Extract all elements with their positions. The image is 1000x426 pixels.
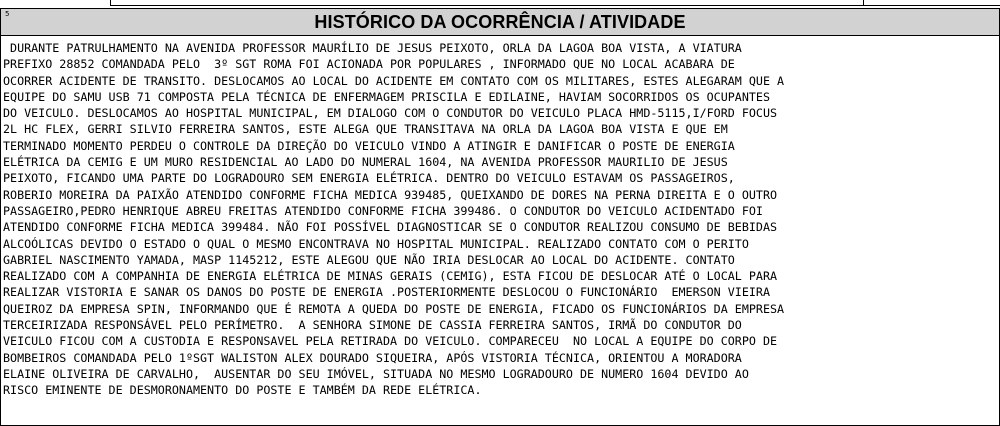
previous-section-edge — [0, 0, 1000, 8]
history-text-line: TERMINADO MOMENTO PERDEU O CONTROLE DA DIREÇÃO DO VEICULO VINDO A ATINGIR E DANIFICAR O POSTE DE ENERGIA — [3, 138, 735, 153]
history-text-line: EQUIPE DO SAMU USB 71 COMPOSTA PELA TÉCNICA DE ENFERMAGEM PRISCILA E EDILAINE, HAVIAM SOCORRIDOS OS OCUPANTES — [3, 89, 770, 104]
history-text-line: ELAINE OLIVEIRA DE CARVALHO, AUSENTAR DO SEU IMÓVEL, SITUADA NO MESMO LOGRADOURO DE NUMERO 1604 DEVIDO AO — [3, 366, 749, 381]
previous-field-border — [110, 0, 864, 6]
history-text-line: TERCEIRIZADA RESPONSÁVEL PELO PERÍMETRO. A SENHORA SIMONE DE CASSIA FERREIRA SANTOS, IRMÃ DO CONDUTOR DO — [3, 318, 742, 333]
history-text-line: DURANTE PATRULHAMENTO NA AVENIDA PROFESSOR MAURÍLIO DE JESUS PEIXOTO, ORLA DA LAGOA BOA VISTA, A VIATURA — [3, 41, 742, 55]
history-text-line: DO VEICULO. DESLOCAMOS AO HOSPITAL MUNICIPAL, EM DIALOGO COM O CONDUTOR DO VEICULO PLACA HMD-5115,I/FORD FOCUS — [3, 106, 778, 121]
history-text-line: ROBERIO MOREIRA DA PAIXÃO ATENDIDO CONFORME FICHA MEDICA 939485, QUEIXANDO DE DORES NA PERNA DIREITA E O OUTRO — [3, 187, 778, 202]
history-text-line: RISCO EMINENTE DE DESMORONAMENTO DO POSTE E TAMBÉM DA REDE ELÉTRICA. — [3, 383, 482, 398]
section-header — [1, 9, 999, 36]
history-text-line: PREFIXO 28852 COMANDADA PELO 3º SGT ROMA FOI ACIONADA POR POPULARES , INFORMADO QUE NO LOCAL ACABARA DE — [3, 57, 735, 72]
history-text-line: REALIZADO COM A COMPANHIA DE ENERGIA ELÉTRICA DE MINAS GERAIS (CEMIG), ESTA FICOU DE DESLOCAR ATÉ O LOCAL PARA — [3, 269, 778, 284]
history-text-line: OCORRER ACIDENTE DE TRANSITO. DESLOCAMOS AO LOCAL DO ACIDENTE EM CONTATO COM OS MILITARES, ESTES ALEGARAM QUE A — [3, 73, 785, 88]
history-text-line: QUEIROZ DA EMPRESA SPIN, INFORMANDO QUE É REMOTA A QUEDA DO POSTE DE ENERGIA, FICADO OS FUNCIONÁRIOS DA EMPRESA — [3, 301, 785, 316]
history-text-line: GABRIEL NASCIMENTO YAMADA, MASP 1145212, ESTE ALEGOU QUE NÃO IRIA DESLOCAR AO LOCAL DO ACIDENTE. CONTATO — [3, 252, 735, 267]
history-text-line: PASSAGEIRO,PEDRO HENRIQUE ABREU FREITAS ATENDIDO CONFORME FICHA 399486. O CONDUTOR DO VEICULO ACIDENTADO FOI — [3, 203, 763, 218]
history-text-line: ALCOÓLICAS DEVIDO O ESTADO O QUAL O MESMO ENCONTRAVA NO HOSPITAL MUNICIPAL. REALIZADO CONTATO COM O PERITO — [3, 236, 749, 251]
history-text-line: ELÉTRICA DA CEMIG E UM MURO RESIDENCIAL AO LADO DO NUMERAL 1604, NA AVENIDA PROFESSOR MAURILIO DE JESUS — [3, 155, 728, 170]
previous-field-border-right — [862, 0, 1000, 6]
history-text-line: ATENDIDO CONFORME FICHA MEDICA 399484. NÃO FOI POSSÍVEL DIAGNOSTICAR SE O CONDUTOR REALIZOU CONSUMO DE BEBIDAS — [3, 220, 778, 235]
section-index: 5 — [5, 10, 10, 18]
occurrence-history-section — [0, 8, 1000, 426]
section-title: HISTÓRICO DA OCORRÊNCIA / ATIVIDADE — [314, 12, 686, 32]
history-text-line: VEICULO FICOU COM A CUSTODIA E RESPONSAVEL PELA RETIRADA DO VEICULO. COMPARECEU NO LOCAL A EQUIPE DO CORPO DE — [3, 334, 778, 349]
history-text-line: 2L HC FLEX, GERRI SILVIO FERREIRA SANTOS, ESTE ALEGA QUE TRANSITAVA NA ORLA DA LAGOA BOA VISTA E QUE EM — [3, 122, 728, 137]
history-text — [1, 36, 999, 399]
history-text-line: PEIXOTO, FICANDO UMA PARTE DO LOGRADOURO SEM ENERGIA ELÉTRICA. DENTRO DO VEICULO ESTAVAM OS PASSAGEIROS, — [3, 171, 735, 186]
history-text-line: BOMBEIROS COMANDADA PELO 1ºSGT WALISTON ALEX DOURADO SIQUEIRA, APÓS VISTORIA TÉCNICA, ORIENTOU A MORADORA — [3, 350, 742, 365]
history-text-line: REALIZAR VISTORIA E SANAR OS DANOS DO POSTE DE ENERGIA .POSTERIORMENTE DESLOCOU O FUNCIONÁRIO EMERSON VIEIRA — [3, 285, 770, 300]
